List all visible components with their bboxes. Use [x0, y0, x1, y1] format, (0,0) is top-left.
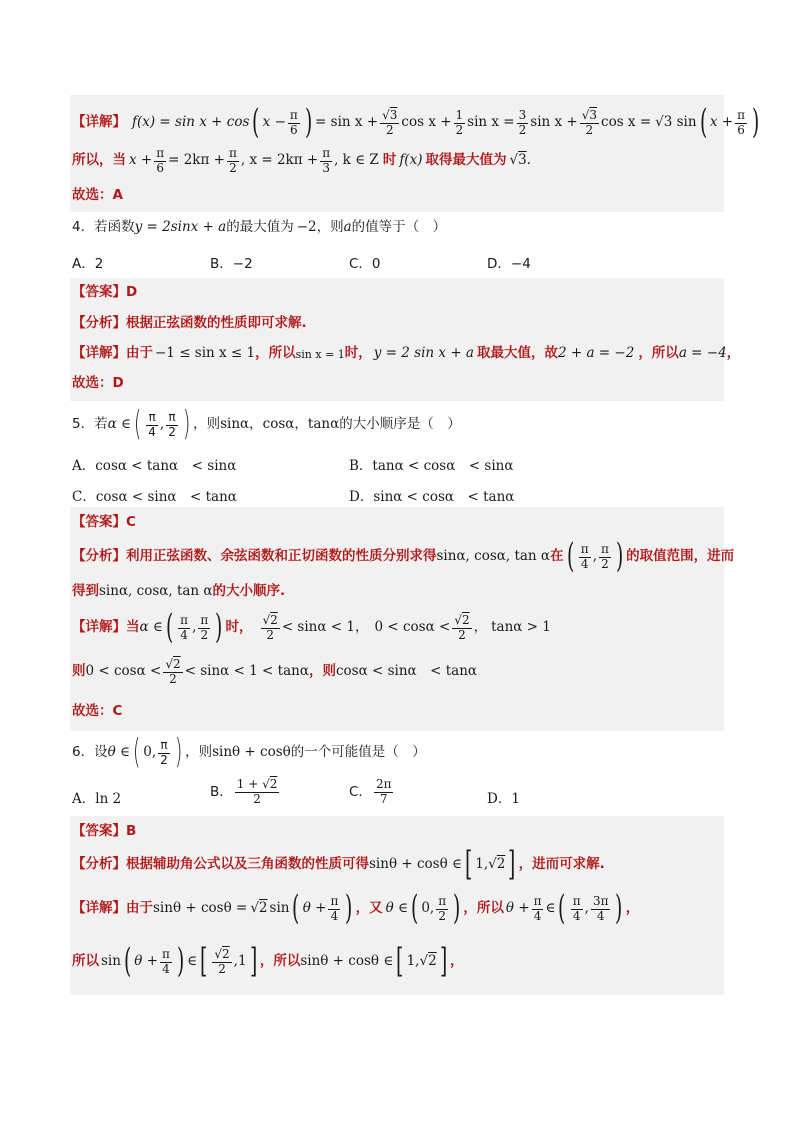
math-expr: tanα — [307, 416, 340, 433]
stem-text: 的大小顺序是（ ） — [339, 416, 461, 433]
q3-answer — [72, 187, 123, 205]
answer-tag: 【答案】 — [72, 823, 126, 840]
paren-right: ) — [615, 536, 624, 577]
math-expr: < sinα < 1， — [281, 619, 369, 636]
paren-left: ( — [133, 404, 142, 445]
option-d[interactable]: D．1 — [487, 791, 520, 807]
math-expr: sinθ + cosθ = — [153, 900, 248, 917]
q3-detail-line1 — [72, 103, 762, 143]
math-expr: sin — [269, 900, 290, 917]
math-expr: α ∈ — [107, 416, 131, 433]
fraction: $\frac{√3}{2}$ — [581, 107, 598, 137]
q4-choose — [72, 375, 124, 393]
math-expr: α ∈ — [139, 619, 163, 636]
detail-tag: 【详解】 — [72, 345, 126, 362]
detail-text: 所以 — [72, 953, 99, 970]
detail-text: 则 — [72, 663, 86, 680]
math-expr: cosα — [262, 416, 295, 433]
math-expr: cosα < sinα < tanα — [335, 663, 478, 680]
math-expr: a — [343, 219, 352, 236]
detail-tag: 【详解】 — [72, 114, 126, 131]
q5-options-row2 — [72, 485, 722, 503]
math-expr: √3 sin — [655, 114, 697, 131]
q6-detail: 【详解】 由于 sinθ + cosθ = √2 sin ( θ + $\frac{\pi}{4}$ ) ，又 θ ∈ ( 0, $\frac{\pi}{2}$ ) ，所以 θ + $\frac{\pi}{4}$ ∈ ( $\frac{\pi}{4}$ , $\frac{3\pi}{4}$ ) ， — [72, 888, 640, 929]
math-expr: f(x) = sin x + cos — [132, 114, 250, 131]
option-b[interactable]: B．tanα < cosα < sinα — [349, 458, 514, 474]
math-expr: sin x + — [530, 114, 578, 131]
math-expr: x + — [709, 114, 734, 131]
math-expr: −1 ≤ sin x ≤ 1 — [155, 345, 256, 362]
math-expr: 0, — [421, 900, 435, 917]
answer-value: B — [126, 823, 137, 840]
math-expr: θ + — [302, 900, 327, 917]
paren-left: ( — [292, 888, 300, 929]
q5-choose — [72, 703, 122, 721]
fraction: $\frac{\pi}{2}$ — [200, 612, 209, 642]
q6-solution-block — [70, 816, 724, 995]
detail-text: ， — [625, 900, 640, 917]
q5-stem: 5．若 α ∈ ( $\frac{\pi}{4}$ , $\frac{\pi}{2}$ ) ，则 sinα ， cosα ， tanα 的大小顺序是（ ） — [72, 404, 461, 445]
fraction: $\frac{\pi}{4}$ — [161, 946, 170, 976]
detail-text: 所以，当 — [72, 152, 126, 169]
fraction: $\frac{√3}{2}$ — [382, 107, 398, 137]
paren-right: ) — [615, 888, 623, 929]
stem-text: ，则 — [316, 219, 344, 236]
math-expr: = sin x + — [315, 114, 379, 131]
math-expr: < sinα < 1 < tanα — [184, 663, 309, 680]
paren-right: ) — [174, 732, 183, 773]
bracket-right: ] — [249, 941, 257, 982]
paren-left: ( — [165, 607, 174, 648]
analysis-text: 得到 — [72, 583, 99, 600]
detail-text: 时 — [382, 152, 397, 169]
document-page — [70, 95, 760, 982]
choose-text: 故选：A — [72, 187, 123, 204]
paren-left: ( — [558, 888, 566, 929]
math-expr: θ ∈ — [385, 900, 409, 917]
math-expr: θ ∈ — [107, 744, 131, 761]
paren-left: ( — [133, 732, 141, 773]
stem-text: ，则 — [185, 744, 213, 761]
detail-text: 当 — [126, 619, 140, 636]
math-expr: 0 < cosα < — [85, 663, 162, 680]
fraction: $\frac{\pi}{4}$ — [180, 612, 189, 642]
bracket-left: [ — [464, 844, 473, 885]
math-expr: tanα > 1 — [491, 619, 551, 636]
option-b[interactable]: B． $\frac{1 + √2}{2}$ — [210, 777, 278, 806]
q5-analysis-line2 — [72, 583, 285, 601]
bracket-right: ] — [439, 941, 447, 982]
fraction: $\frac{\pi}{2}$ — [160, 737, 168, 767]
paren-left: ( — [252, 102, 260, 143]
math-expr: sinα, cosα, tan α — [99, 583, 213, 600]
math-expr: 1, — [406, 953, 420, 970]
paren-right: ) — [182, 404, 191, 445]
analysis-text: ，进而可求解. — [518, 856, 605, 873]
stem-text: 6．设 — [72, 744, 108, 761]
answer-value: D — [126, 284, 138, 301]
option-c[interactable]: C．0 — [349, 256, 381, 272]
answer-tag: 【答案】 — [72, 514, 126, 531]
paren-left: ( — [411, 888, 419, 929]
math-expr: 0 < cosα < — [374, 619, 451, 636]
q6-stem — [72, 734, 426, 772]
math-expr: ,1 — [233, 953, 247, 970]
answer-value: C — [126, 514, 136, 531]
fraction: $\frac{\pi}{6}$ — [737, 107, 745, 137]
answer-tag: 【答案】 — [72, 284, 126, 301]
detail-tag: 【详解】 — [72, 619, 126, 636]
stem-text: ，则 — [193, 416, 221, 433]
option-d[interactable]: D．sinα < cosα < tanα — [349, 489, 515, 505]
paren-right: ) — [304, 102, 313, 143]
q5-options-row1 — [72, 454, 722, 472]
q5-detail: 【详解】 当 α ∈ ( $\frac{\pi}{4}$ , $\frac{\pi}{2}$ ) 时， $\frac{√2}{2}$ < sinα < 1， 0 < cosα < $\frac{√2}{2}$ ， tanα > 1 — [72, 607, 551, 648]
math-expr: f(x) — [399, 152, 423, 169]
detail-text: ，所以 — [638, 345, 679, 362]
paren-right: ) — [453, 888, 461, 929]
math-expr: sinθ + cosθ ∈ — [369, 856, 462, 873]
option-c[interactable]: C．cosα < sinα < tanα — [72, 489, 237, 505]
math-expr: cos x = — [601, 114, 652, 131]
math-expr: ∈ — [545, 900, 556, 917]
analysis-text: 利用正弦函数、余弦函数和正切函数的性质分别求得 — [126, 548, 437, 565]
detail-text: 取得最大值为 — [425, 152, 507, 169]
math-expr: 0, — [143, 744, 157, 761]
detail-text: 由于 — [126, 900, 153, 917]
math-expr: ， — [473, 619, 488, 636]
math-expr: sin — [101, 953, 121, 970]
stem-text: 5．若 — [72, 416, 108, 433]
fraction: $\frac{\pi}{4}$ — [330, 893, 339, 923]
math-expr: θ + — [505, 900, 530, 917]
q5-solution-block — [70, 507, 735, 731]
fraction: $\frac{\pi}{2}$ — [228, 145, 237, 175]
fraction: $\frac{\pi}{6}$ — [156, 145, 165, 175]
bracket-left: [ — [396, 941, 404, 982]
q4-stem — [72, 219, 446, 237]
option-a[interactable]: A．2 — [72, 256, 104, 272]
math-expr: −2 — [296, 219, 317, 236]
option-b[interactable]: B．−2 — [210, 256, 253, 272]
fraction: $\frac{\pi}{6}$ — [289, 107, 298, 137]
stem-text: 的最大值为 — [226, 219, 294, 236]
q5-answer — [72, 514, 136, 532]
q6-options — [72, 778, 722, 814]
analysis-tag: 【分析】 — [72, 315, 126, 332]
paren-left: ( — [699, 102, 707, 143]
detail-tag: 【详解】 — [72, 900, 126, 917]
math-expr: sinα, cosα, tan α — [436, 548, 551, 565]
analysis-tag: 【分析】 — [72, 856, 126, 873]
math-expr: y = 2sinx + a — [134, 219, 227, 236]
q4-solution-block — [70, 278, 741, 401]
q4-analysis — [72, 315, 307, 333]
math-expr: sin x = 1 — [295, 347, 345, 361]
math-expr: sin x = — [467, 114, 515, 131]
paren-left: ( — [123, 941, 132, 982]
option-a[interactable]: A．ln 2 — [72, 791, 122, 807]
choose-text: 故选：D — [72, 375, 124, 392]
fraction: $\frac{1}{2}$ — [455, 107, 464, 137]
option-d[interactable]: D．−4 — [487, 256, 531, 272]
fraction: $\frac{\pi}{4}$ — [572, 893, 581, 923]
paren-right: ) — [345, 888, 353, 929]
math-expr: ∈ — [187, 953, 198, 970]
detail-text: ，所以 — [255, 345, 296, 362]
fraction: $\frac{3}{2}$ — [518, 107, 527, 137]
math-expr: a = −4 — [678, 345, 727, 362]
math-expr: cos x + — [401, 114, 452, 131]
q6-answer — [72, 823, 136, 841]
q6-last: 所以 sin ( θ + $\frac{\pi}{4}$ ) ∈ [ $\frac{√2}{2}$ ,1 ] ，所以 sinθ + cosθ ∈ [ 1, √2 ] ， — [72, 941, 464, 982]
detail-text: 时， — [225, 619, 253, 636]
detail-text: 取最大值，故 — [476, 345, 558, 362]
detail-text: ， — [726, 345, 741, 362]
math-expr: √3 — [509, 152, 527, 169]
analysis-text: 在 — [550, 548, 564, 565]
detail-text: ， — [449, 953, 464, 970]
math-expr: sinθ + cosθ — [212, 744, 291, 761]
fraction: $\frac{√2}{2}$ — [262, 612, 278, 642]
math-expr: . — [526, 152, 531, 169]
paren-right: ) — [176, 941, 185, 982]
detail-text: ，所以 — [463, 900, 504, 917]
detail-text: ，则 — [308, 663, 336, 680]
math-expr: sinα — [220, 416, 250, 433]
detail-text: ，所以 — [259, 953, 301, 970]
math-expr: , x = 2kπ + — [240, 152, 319, 169]
math-expr: θ + — [134, 953, 158, 970]
fraction: $\frac{\pi}{2}$ — [168, 409, 176, 439]
stem-text: 的一个可能值是（ ） — [290, 744, 426, 761]
detail-text: ，又 — [355, 900, 383, 917]
paren-right: ) — [215, 607, 223, 648]
analysis-text: 根据正弦函数的性质即可求解. — [126, 315, 307, 332]
paren-right: ) — [751, 102, 760, 143]
math-expr: x + — [129, 152, 153, 169]
math-expr: 2 + a = −2 — [557, 345, 635, 362]
stem-text: 的值等于（ ） — [351, 219, 447, 236]
q4-answer — [72, 284, 137, 302]
analysis-tag: 【分析】 — [72, 548, 126, 565]
stem-text: 4．若函数 — [72, 219, 135, 236]
q3-detail-line2 — [72, 146, 531, 176]
q3-detail-block — [70, 95, 760, 212]
choose-text: 故选：C — [72, 703, 123, 720]
fraction: $\frac{\pi}{2}$ — [600, 541, 609, 571]
q6-analysis: 【分析】 根据辅助角公式以及三角函数的性质可得 sinθ + cosθ ∈ [ 1, √2 ] ，进而可求解. — [72, 844, 605, 885]
paren-left: ( — [566, 536, 574, 577]
math-expr: y = 2 sin x + a — [373, 345, 474, 362]
math-expr: 1, — [475, 856, 489, 873]
analysis-text: 根据辅助角公式以及三角函数的性质可得 — [126, 856, 369, 873]
fraction: $\frac{\pi}{4}$ — [148, 409, 156, 439]
option-c[interactable]: C． $\frac{2\pi}{7}$ — [349, 777, 392, 806]
q5-analysis-line1: 【分析】 利用正弦函数、余弦函数和正切函数的性质分别求得 sinα, cosα, tan α 在 ( $\frac{\pi}{4}$ , $\frac{\pi}{2}$ ) 的取值范围，进而 — [72, 536, 735, 577]
fraction: $\frac{√2}{2}$ — [165, 656, 181, 686]
fraction: $\frac{√2}{2}$ — [454, 612, 470, 642]
fraction: $\frac{\pi}{4}$ — [580, 541, 589, 571]
math-expr: = 2kπ + — [168, 152, 225, 169]
bracket-left: [ — [200, 941, 208, 982]
analysis-text: 的大小顺序. — [212, 583, 286, 600]
option-a[interactable]: A．cosα < tanα < sinα — [72, 458, 237, 474]
q4-options — [72, 252, 722, 270]
detail-text: 时， — [344, 345, 372, 362]
fraction: $\frac{\pi}{4}$ — [533, 893, 542, 923]
fraction: $\frac{\pi}{3}$ — [322, 145, 331, 175]
q4-detail — [72, 345, 740, 363]
analysis-text: 的取值范围，进而 — [626, 548, 735, 565]
q5-then — [72, 653, 477, 691]
fraction: $\frac{3\pi}{4}$ — [592, 893, 609, 923]
detail-text: 由于 — [126, 345, 153, 362]
math-expr: x − — [262, 114, 286, 131]
fraction: $\frac{\pi}{2}$ — [438, 893, 447, 923]
bracket-right: ] — [508, 844, 516, 885]
math-expr: sinθ + cosθ ∈ — [300, 953, 394, 970]
fraction: $\frac{√2}{2}$ — [214, 946, 230, 976]
math-expr: , k ∈ Z — [334, 152, 379, 169]
